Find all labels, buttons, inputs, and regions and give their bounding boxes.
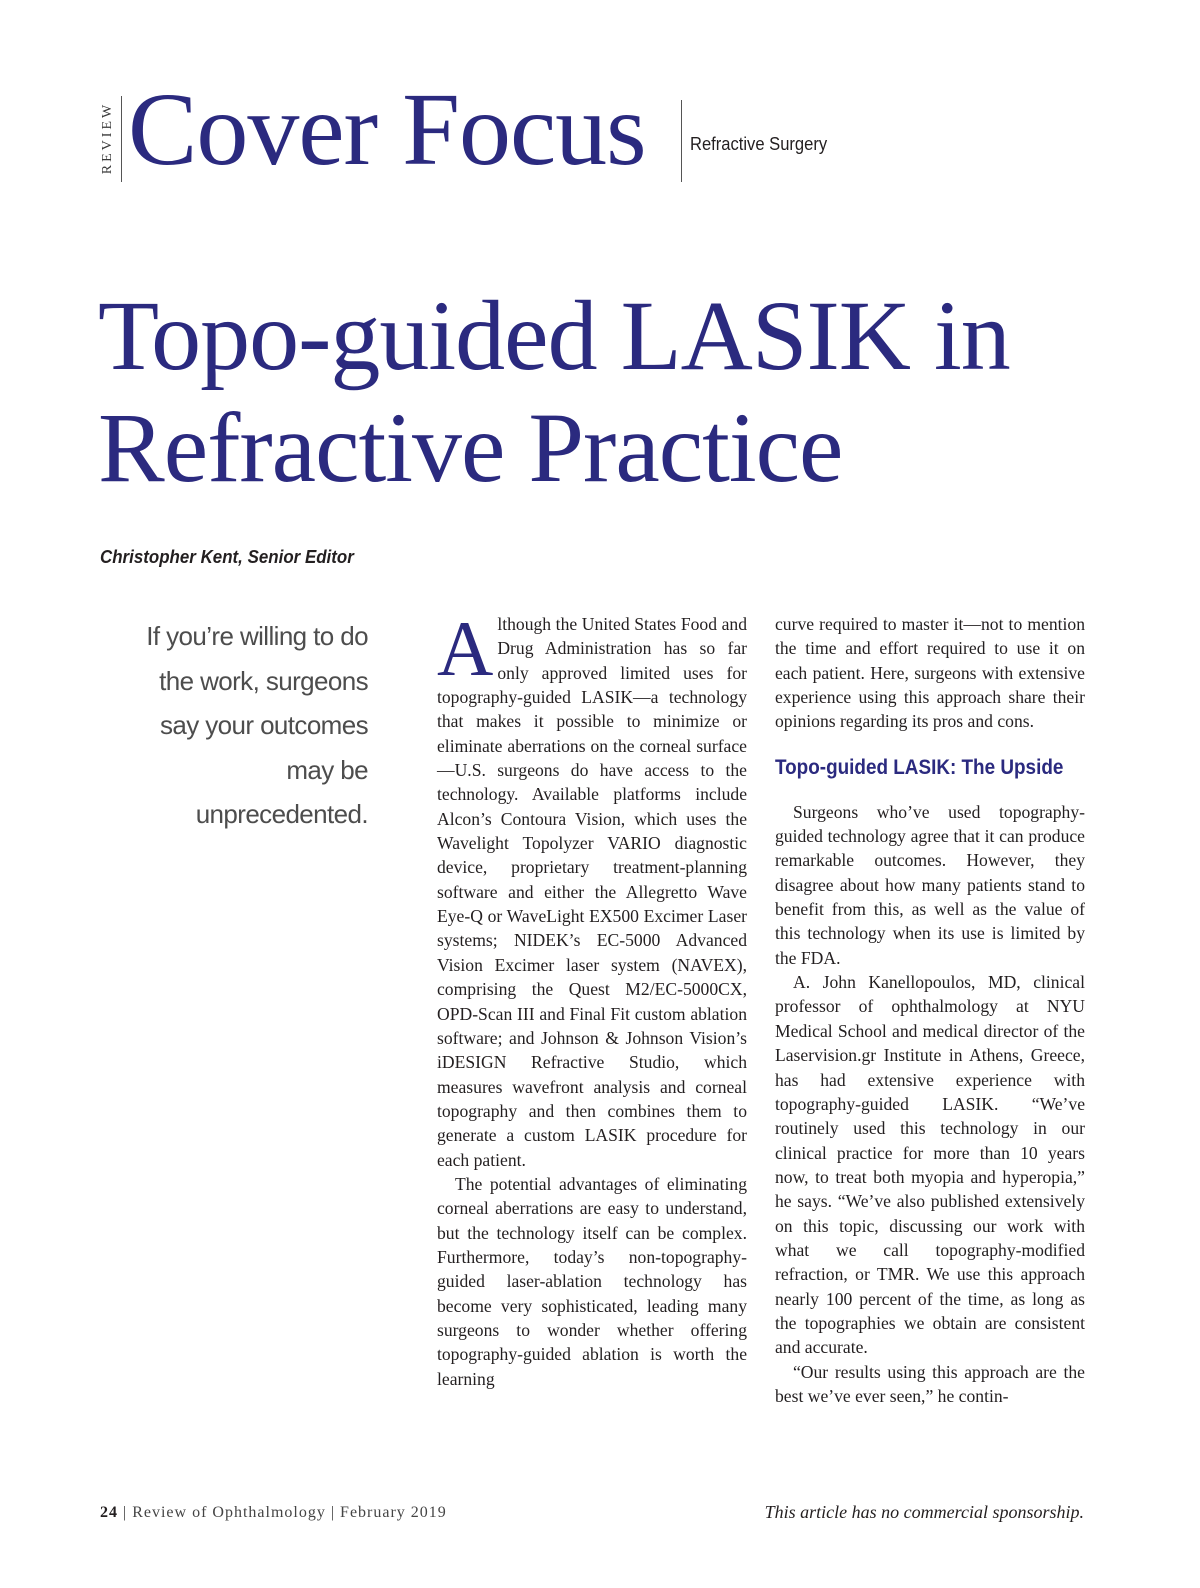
body-column-2 bbox=[775, 612, 1085, 1408]
section-label: Refractive Surgery bbox=[690, 134, 828, 154]
body-column-1 bbox=[437, 605, 747, 1391]
journal-name: Review of Ophthalmology bbox=[132, 1504, 326, 1521]
footer-separator: | bbox=[330, 1504, 336, 1521]
paragraph-text: lthough the United States Food and Drug Administration has so far only approved limited uses for topography-guided LASIK—a technology that makes it possible to minimize or eliminate aberrations on the corneal surface—U.S. surgeons do have access to the technology. Available platforms include Alcon’s Contoura Vision, which uses the Wavelight Topolyzer VARIO diagnostic device, proprietary treatment-planning software and either the Allegretto Wave Eye-Q or WaveLight EX500 Excimer Laser systems; NIDEK’s EC-5000 Advanced Vision Excimer laser system (NAVEX), comprising the Quest M2/EC-5000CX, OPD-Scan III and Final Fit custom ablation software; and Johnson & Johnson Vision’s iDESIGN Refractive Studio, which measures wavefront analysis and corneal topography and then combines them to generate a custom LASIK procedure for each patient. bbox=[437, 614, 747, 1170]
issue-date: February 2019 bbox=[340, 1504, 447, 1521]
paragraph: The potential advantages of eliminating corneal aberrations are easy to understand, but the technology itself can be complex. Furthermore, today’s non-topography-guided laser-ablation technology has become very sophisticated, leading many surgeons to wonder whether offering topography-guided ablation is worth the learning bbox=[437, 1173, 747, 1389]
paragraph: A. John Kanellopoulos, MD, clinical professor of ophthalmology at NYU Medical School and medical director of the Laservision.gr Institute in Athens, Greece, has had extensive experience with topography-guided LASIK. “We’ve routinely used this technology in our clinical practice for more than 10 years now, to treat both myopia and hyperopia,” he says. “We’ve also published extensively on this topic, discussing our work with what we call topography-modified refraction, or TMR. We use this approach nearly 100 percent of the time, as long as the topographies we obtain are consistent and accurate. bbox=[775, 972, 1085, 1358]
paragraph bbox=[437, 605, 747, 1172]
header-rule-right bbox=[681, 100, 682, 182]
paragraph: curve required to master it—not to mention the time and effort required to use it on each patient. Here, surgeons with extensive experience using this approach share their opinions regarding its pros and cons. bbox=[775, 614, 1085, 732]
sponsorship-disclaimer: This article has no commercial sponsorship. bbox=[764, 1502, 1084, 1522]
paragraph: “Our results using this approach are the best we’ve ever seen,” he contin- bbox=[775, 1361, 1085, 1406]
footer-separator: | bbox=[123, 1504, 128, 1521]
page-number: 24 bbox=[100, 1504, 118, 1521]
byline: Christopher Kent, Senior Editor bbox=[100, 547, 354, 567]
subhead: Topo-guided LASIK: The Upside bbox=[775, 755, 1064, 779]
article-headline: Topo-guided LASIK in Refractive Practice bbox=[98, 280, 1010, 503]
footer-folio bbox=[100, 1504, 447, 1522]
review-label-text: REVIEW bbox=[100, 101, 115, 175]
pull-quote: If you’re willing to do the work, surgeons say your outcomes may be unprecedented. bbox=[146, 621, 368, 829]
paragraph: Surgeons who’ve used topography-guided technology agree that it can produce remarkable outcomes. However, they disagree about how many patients stand to benefit from this, as well as the value of this technology when its use is limited by the FDA. bbox=[775, 801, 1085, 968]
drop-cap: A bbox=[437, 605, 494, 692]
review-vertical-label bbox=[98, 96, 118, 180]
section-title: Cover Focus bbox=[128, 72, 646, 187]
header-rule-left bbox=[121, 96, 122, 182]
